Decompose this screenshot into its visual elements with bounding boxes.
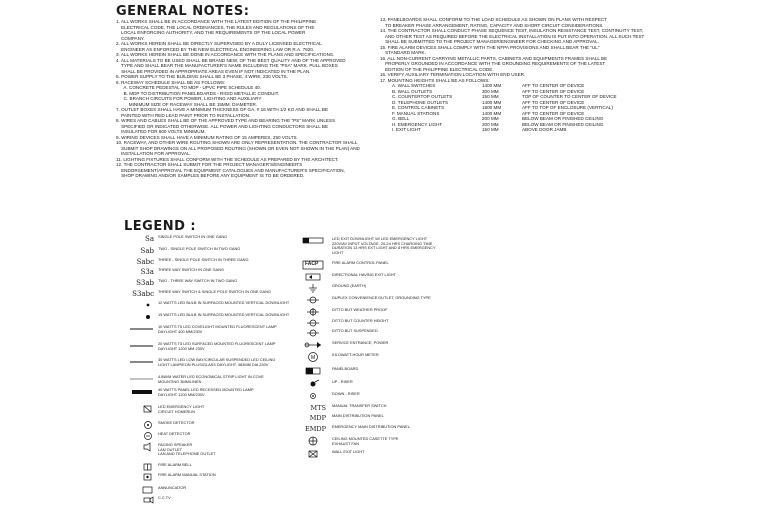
legend-symbol — [298, 366, 326, 376]
ground-icon — [300, 283, 326, 293]
legend-description-line: SERVICE ENTRANCE, POWER — [332, 340, 389, 345]
legend-description — [158, 268, 224, 273]
note-line: TO BREAKER PHASE ARRANGEMENT, RATING, CAPACITY AND SHORT CIRCUIT CONSIDERATIONS. — [380, 22, 604, 28]
legend-symbol — [118, 472, 154, 482]
walllight-icon — [300, 449, 326, 459]
facp-box — [300, 260, 326, 270]
legend-description-line: HEAT DETECTOR — [158, 431, 191, 436]
legend-symbol — [118, 442, 154, 452]
legend-description-line: 40 WATTS PANEL LED RECESSED MOUNTED LAMP — [158, 387, 254, 392]
legend-symbol — [118, 341, 154, 351]
duplex-icon — [300, 328, 326, 338]
mh-item: A. WALL SWITCHES — [392, 83, 436, 88]
legend-description-line: UP - RISER — [332, 379, 353, 384]
note-line: INSTALLATION FOR APPROVAL. — [116, 151, 191, 156]
legend-symbol — [298, 283, 326, 293]
duplex-icon — [300, 295, 326, 305]
legend-symbol — [298, 403, 326, 413]
legend-description — [158, 473, 216, 478]
legend-description-line: MAIN DISTRIBUTION PANEL — [332, 413, 384, 418]
svg-text:M: M — [311, 355, 316, 361]
legend-symbol-label: S3abc — [132, 290, 154, 298]
mh-item: F. MANUAL STATIONS — [392, 110, 440, 116]
note-line: 15. FIRE ALARM DEVICES SHALL COMPLY WITH THE NFPA PROVISIONS AND SHALL BEAR THE "UL" — [380, 44, 600, 50]
legend-symbol — [118, 387, 154, 397]
note-line: 16. VERIFY AUXILIARY TERMINATION LOCATION WITH END USER. — [380, 72, 526, 77]
legend-description-line: THREE WAY SWITCH IN ONE GANG — [158, 267, 225, 272]
note-line: ELECTRICAL CODE, THE LOCAL ORDINANCES, THE RULES AND REGULATIONS OF THE — [116, 24, 315, 30]
legend-symbol — [298, 379, 326, 389]
mh-height: 1400 MM — [482, 110, 502, 116]
mh-item: B. WALL OUTLETS — [392, 88, 433, 94]
legend-description-line: SINGLE POLE SWITCH IN ONE GANG — [158, 234, 228, 239]
legend-symbol-label: Sab — [140, 247, 154, 255]
legend-description — [332, 296, 431, 301]
note-line: 14. THE CONTRACTOR SHALL CONDUCT PHASE SEQUENCE TEST, INSULATION RESISTANCE TEST, CONTINUITY TEST, — [380, 28, 644, 33]
mh-reference: AFF TO CENTER OF DEVICE — [522, 88, 585, 94]
legend-symbol-label: Sabc — [136, 258, 154, 266]
note-line: SHALL BE PROVIDED IN APPROPRIATE AREAS EVEN IF NOT INDICATED IN THE PLAN. — [116, 68, 311, 74]
legend-description — [158, 313, 289, 318]
legend-symbol-label: Sa — [145, 235, 154, 243]
legend-description-line: TWO - THREE WAY SWITCH IN TWO GANG — [158, 278, 238, 283]
legend-description-line: GROUND (EARTH) — [332, 283, 367, 288]
mh-item: I. EXIT LIGHT — [392, 127, 421, 132]
legend-description — [158, 258, 249, 263]
mounting-height-row — [392, 127, 642, 133]
legend-description-line: 10 WATTS T5 LED COVELIGHT MOUNTED FLUORESCENT LAMP — [158, 324, 277, 329]
legend-description — [158, 421, 194, 426]
legend-description-line: DAYLIGHT 400 MM/230V — [158, 328, 203, 334]
mh-reference: AFF TO CENTER OF DEVICE — [522, 110, 585, 116]
legend-description-line: MOUNTING 3MM/LINEN — [158, 378, 202, 384]
note-line: COMPANY. — [116, 35, 145, 41]
service-icon — [300, 340, 326, 350]
legend-description-line: TWO - SINGLE POLE SWITCH IN TWO GANG — [158, 246, 241, 251]
legend-symbol — [118, 404, 154, 414]
legend-description-line: PAGING SPEAKER — [158, 442, 193, 447]
legend-symbol — [118, 374, 154, 384]
legend-description-line: DAYLIGHT 1200 MM 230V — [158, 345, 205, 351]
legend-description — [332, 308, 388, 313]
legend-description-line: LIGHT LAMP/EON PLUS/GLASS DAYLIGHT, 483MM DIA 230V — [158, 361, 269, 367]
mh-reference: AFF TO CENTER OF DEVICE — [522, 99, 585, 105]
legend-description-line: 220V/AV INPUT VOLTAGE, 20-24 HRS CHARGING TIME — [332, 240, 433, 246]
legend-description — [158, 358, 275, 367]
legend-symbol — [118, 234, 154, 244]
note-line: 5. POWER SUPPLY TO THE BUILDING SHALL BE 3 PHASE, 4 WIRE, 230 VOLTS. — [116, 74, 288, 79]
bar-icon — [128, 387, 154, 397]
legend-description — [332, 404, 386, 409]
legend-description — [158, 432, 190, 437]
direction-icon — [300, 272, 326, 282]
duplex-wp-icon — [300, 307, 326, 317]
dot-icon — [128, 312, 154, 322]
legend-description-line: SMOKE DETECTOR — [158, 420, 195, 425]
legend-description — [158, 247, 240, 252]
legend-symbol — [118, 431, 154, 441]
line-icon — [128, 341, 154, 351]
legend-symbol-label: MDP — [309, 414, 326, 422]
note-line: 9. WIRING DEVICES SHALL HAVE A MINIMUM RATING OF 15 AMPERES, 250 VOLTS. — [116, 134, 298, 140]
note-line: ENDORSEMENT/APPROVAL THE EQUIPMENT CATALOGUES AND MANUFACTURER'S SPECIFICATION, — [116, 167, 345, 173]
note-line: 11. LIGHTING FIXTURES SHALL CONFORM WITH THE SCHEDULE AS PREPARED BY THE ARCHITECT. — [116, 156, 339, 162]
note-line: SHOP DRAWING AND/OR SAMPLES BEFORE ANY EQUIPMENT IS TO BE ORDERED. — [116, 173, 305, 178]
legend-description-line: DIRECTIONAL HAVING EXIT LIGHT — [332, 272, 396, 277]
note-line: 7. OUTLET BOXES SHALL HAVE A MINIMUM THICKNESS OF GA. # 16 WITH 1/2 KO AND SHALL BE — [116, 107, 329, 112]
note-line: 1. ALL WORKS SHALL BE IN ACCORDANCE WITH THE LATEST EDITION OF THE PHILIPPINE — [116, 19, 317, 24]
legend-symbol — [118, 267, 154, 277]
note-line: INSULATED FOR 600 VOLTS MINIMUM. — [116, 129, 206, 134]
mh-reference: BELOW BEAM OR FINISHED CEILING — [522, 121, 604, 127]
legend-symbol — [118, 257, 154, 267]
mh-reference: AFF TO CENTER OF DEVICE — [522, 83, 585, 88]
mh-item: C. COUNTERTOP OUTLETS — [392, 94, 453, 99]
legend-description-line: 15 WATTS LED BULB IN SURFACED MOUNTED VERTICAL DOWNLIGHT — [158, 312, 290, 317]
legend-description — [332, 319, 389, 324]
note-line: ENGINEER AS ENFORCED BY THE NEW ELECTRICAL ENGINEERING LAW OR R.A. 7920. — [116, 46, 315, 52]
legend-description-line: MANUAL TRANSFER SWITCH — [332, 403, 387, 408]
note-line: AND OTHER TEST AS REQUIRED BEFORE THE ELECTRICAL INSTALLATION IS PUT INTO OPERATION. ALL SUCH TEST — [380, 33, 645, 39]
legend-description-line: FIRE ALARM BELL — [158, 462, 192, 467]
note-line: B. MDP TO DISTRIBUTION PANELBOARDS - RIGID METALLIC CONDUIT. — [116, 90, 280, 96]
legend-description — [158, 279, 237, 284]
note-line: 3. ALL WORKS HEREIN SHALL BE DONE IN ACCORDANCE WITH THE PLANS AND SPECIFICATIONS. — [116, 52, 335, 57]
manual-icon — [128, 472, 154, 482]
legend-description — [332, 414, 384, 419]
legend-description-line: LED EXIT DOWNLIGHT W/ LED EMERGENCY LIGHT — [332, 236, 428, 241]
legend-description-line: C.C.TV — [158, 495, 171, 500]
legend-description — [332, 437, 399, 446]
note-line: A. CONCRETE PEDESTAL TO MDP - UPVC PIPE SCHEDULE 40. — [116, 85, 261, 90]
legend-symbol-label: MTS — [310, 404, 326, 412]
up-icon — [300, 379, 326, 389]
legend-symbol — [298, 328, 326, 338]
note-line: EDITION OF THE PHILIPPINE ELECTRICAL CODE. — [380, 66, 494, 72]
legend-description-line: EMERGENCY MAIN DISTRIBUTION PANEL — [332, 424, 410, 429]
legend-title: LEGEND : — [124, 219, 197, 234]
note-line: TYPE AND SHALL BEAR THE MANUFACTURER'S NAME INCLUDING THE "PSA" MARK. PULL BOXES — [116, 63, 338, 68]
mh-reference: TOP OF COUNTER TO CENTER OF DEVICE — [522, 94, 617, 99]
note-line: 12. THE CONTRACTOR SHALL SUBMIT FOR THE PROJECT MANAGER'S/ENGINEER'S — [116, 162, 303, 167]
meter-icon — [300, 352, 326, 362]
note-line: 6. RACEWAY SCHEDULE SHALL BE AS FOLLOWS: — [116, 79, 226, 85]
mh-item: E. CONTROL CABINETS — [392, 105, 445, 110]
legend-symbol — [298, 424, 326, 434]
legend-description-line: DITTO BUT COUNTER HEIGHT — [332, 318, 389, 323]
mh-height: 150 MM — [482, 127, 499, 132]
exit-icon — [300, 236, 326, 246]
legend-symbol — [118, 357, 154, 367]
legend-description — [332, 425, 410, 430]
mh-height: 200 MM — [482, 121, 499, 127]
note-line: MINIMUM SIZE OF RACEWAY SHALL BE 15MM. DIAMETER. — [116, 101, 258, 107]
legend-symbol-label: FACP — [305, 261, 319, 267]
note-line: LOCAL ENFORCING AUTHORITY, AND THE REQUIREMENTS OF THE LOCAL POWER — [116, 30, 306, 35]
legend-description — [158, 486, 186, 491]
legend-symbol-label: S3ab — [136, 279, 154, 287]
emerg-icon — [128, 404, 154, 414]
legend-symbol — [298, 352, 326, 362]
note-line: 13. PANELBOARDS SHALL CONFORM TO THE LOAD SCHEDULE AS SHOWN ON PLANS WITH RESPECT — [380, 17, 607, 22]
note-line: STANDARD MARK. — [380, 50, 426, 55]
legend-description-line: THREE - SINGLE POLE SWITCH IN THREE GANG — [158, 257, 249, 262]
note-line: C. BRANCH CIRCUITS FOR POWER, LIGHTING AND AUXILIARY — [116, 96, 262, 101]
legend-description — [158, 463, 192, 468]
mh-reference: ABOVE DOOR JAMB — [522, 127, 567, 132]
mh-height: 1400 MM — [482, 83, 502, 88]
legend-symbol-label: S3a — [140, 268, 154, 276]
down-icon — [300, 391, 326, 401]
line-thin-icon — [128, 374, 154, 384]
legend-description — [332, 237, 436, 255]
legend-description-line: PANELBOARD — [332, 366, 359, 371]
note-line: 16. ALL NON-CURRENT CARRYING METALLIC PARTS, CABINETS AND EQUIPMENTS FRAMES SHALL BE — [380, 55, 608, 61]
legend-symbol — [118, 420, 154, 430]
legend-symbol — [118, 278, 154, 288]
line-icon — [128, 324, 154, 334]
legend-description — [158, 496, 171, 501]
legend-symbol — [298, 236, 326, 246]
note-line: 2. ALL WORKS HEREIN SHALL BE DIRECTLY SUPERVISED BY A DULY LICENSED ELECTRICAL — [116, 41, 322, 46]
legend-symbol — [118, 246, 154, 256]
legend-description — [158, 443, 216, 457]
legend-symbol — [118, 289, 154, 299]
legend-description — [332, 284, 366, 289]
mh-height: 200 MM — [482, 116, 499, 121]
legend-symbol — [118, 312, 154, 322]
heat-icon — [128, 431, 154, 441]
legend-description-line: THREE WAY SWITCH & SINGLE POLE SWITCH IN ONE GANG — [158, 289, 271, 294]
legend-symbol — [298, 436, 326, 446]
legend-description-line: CEILING MOUNTED CASETTE TYPE — [332, 436, 399, 441]
legend-description-line: KILOWATT-HOUR METER — [332, 352, 379, 357]
mh-item: D. TELEPHONE OUTLETS — [392, 99, 449, 105]
note-line: 10. RACEWAY, AND OTHER WIRE ROUTING SHOWN ARE ONLY REPRESENTATION. THE CONTRACTOR SHALL — [116, 140, 358, 145]
legend-description-line: LIGHT — [332, 249, 344, 255]
legend-description-line: 20 WATTS T5 LED SURFACED MOUNTED FLUORESCENT LAMP — [158, 341, 276, 346]
note-line: PAINTED WITH RED LEAD PAINT PRIOR TO INSTALLATION. — [116, 112, 251, 118]
legend-description — [158, 405, 204, 414]
mh-height: 300 MM — [482, 88, 499, 94]
legend-symbol — [298, 272, 326, 282]
general-notes-title: GENERAL NOTES: — [116, 4, 250, 19]
legend-description-line: DUPLEX CONVENIENCE OUTLET, GROUNDING TYPE — [332, 295, 431, 300]
line-icon — [128, 357, 154, 367]
mh-height: 150 MM — [482, 94, 499, 99]
note-line: 17. MOUNTING HEIGHTS SHALL BE AS FOLLOWS: — [380, 77, 490, 83]
legend-description-line: FIRE ALARM CONTROL PANEL — [332, 260, 389, 265]
note-line: SPECIFIED OR INDICATED OTHERWISE. ALL POWER AND LIGHTING CONDUCTORS SHALL BE — [116, 123, 329, 129]
panel-icon — [300, 366, 326, 376]
legend-symbol — [298, 318, 326, 328]
duplex-icon — [300, 318, 326, 328]
legend-description — [332, 367, 358, 372]
dot-small-icon — [128, 300, 154, 310]
mh-item: H. EMERGENCY LIGHT — [392, 121, 443, 127]
legend-description — [158, 235, 227, 240]
legend-right-column — [298, 236, 498, 466]
legend-description — [332, 450, 365, 455]
legend-symbol — [298, 449, 326, 459]
speaker-icon — [128, 442, 154, 452]
legend-symbol — [298, 295, 326, 305]
mh-height: 1400 MM — [482, 99, 502, 105]
legend-description-line: DAYLIGHT 1200 MM/230V — [158, 391, 205, 397]
legend-description-line: DOWN - RISER — [332, 391, 360, 396]
legend-description — [158, 301, 289, 306]
legend-symbol — [298, 260, 326, 270]
legend-description-line: DITTO BUT WEATHER PROOF — [332, 307, 388, 312]
legend-symbol — [298, 391, 326, 401]
legend-description — [158, 375, 264, 384]
note-line: 4. ALL MATERIALS TO BE USED SHALL BE BRAND NEW, OF THE BEST QUALITY AND OF THE APPROVED — [116, 57, 346, 63]
smoke-icon — [128, 420, 154, 430]
legend-description — [332, 380, 353, 385]
legend-symbol — [118, 462, 154, 472]
note-line: 8. WIRES AND CABLES SHALL BE OF THE APPROVED TYPE AND BEARING THE "PS" MARK UNLESS — [116, 118, 336, 123]
legend-symbol — [118, 324, 154, 334]
legend-description — [332, 261, 389, 266]
legend-description-line: EXHAUST FAN — [332, 440, 359, 446]
legend-description — [158, 290, 271, 295]
mounting-heights-table — [392, 83, 642, 133]
legend-symbol — [298, 413, 326, 423]
notes-left-column — [116, 19, 360, 179]
legend-description-line: LED EMERGENCY LIGHT — [158, 404, 205, 409]
legend-description-line: 30 WATTS LED LOW BAY/CIRCULAR SUSPENDED LED CEILING — [158, 357, 276, 362]
legend-symbol — [118, 495, 154, 505]
legend-description — [158, 388, 254, 397]
legend-description — [158, 342, 275, 351]
legend-description-line: CIRCUIT HOMERUN — [158, 408, 195, 414]
legend-symbol — [298, 307, 326, 317]
annun-icon — [128, 485, 154, 495]
legend-description-line: FIRE ALARM MANUAL STATION — [158, 472, 216, 477]
note-line: PROPERLY GROUNDED IN ACCORDANCE WITH THE GROUNDING REQUIREMENTS OF THE LATEST — [380, 61, 606, 66]
legend-description-line: LAN OUTLET — [158, 446, 182, 452]
mh-reference: AFF TO TOP OF ENCLOSURE (VERTICAL) — [522, 105, 613, 110]
mh-height: 1800 MM — [482, 105, 502, 110]
legend-description-line: DURATION 13 HRS EXT LIGHT AND 8 HRS EMERGENCY — [332, 245, 436, 251]
legend-description-line: WALL EXIT LIGHT — [332, 449, 365, 454]
mh-reference: BELOW BEAM OR FINISHED CEILING — [522, 116, 604, 121]
legend-description — [158, 325, 277, 334]
legend-description-line: 12 WATTS LED BULB IN SURFACED MOUNTED VERTICAL DOWNLIGHT — [158, 300, 290, 305]
legend-symbol — [298, 340, 326, 350]
legend-description-line: LAN AND TELEPHONE OUTLET — [158, 451, 216, 457]
notes-right-column — [380, 17, 644, 83]
legend-symbol-label: EMDP — [305, 425, 326, 433]
legend-description-line: DITTO BUT SUSPENDED — [332, 328, 378, 333]
cctv-icon — [128, 495, 154, 505]
mh-item: G. BELL — [392, 116, 410, 121]
legend-description — [332, 341, 388, 346]
note-line: SUBMIT SHOP DRAWINGS ON ALL PROPOSED ROUTING (SHOWN OR EVEN NOT SHOWN IN THE PLAN) AND — [116, 145, 360, 151]
legend-description-line: 4.8W/M WATER LED ECONOMICAL STRIP LIGHT IN COVE — [158, 374, 264, 379]
legend-description — [332, 353, 379, 358]
legend-description — [332, 392, 360, 397]
note-line: SHALL BE SUBMITTED TO THE PROJECT MANAGER/ENGINEER FOR CHECKING AND APPROVAL. — [380, 39, 599, 44]
fan-icon — [300, 436, 326, 446]
legend-description — [332, 273, 396, 278]
legend-description — [332, 329, 378, 334]
legend-symbol — [118, 485, 154, 495]
bell-icon — [128, 462, 154, 472]
legend-description-line: ANNUNCIATOR — [158, 485, 187, 490]
legend-symbol — [118, 300, 154, 310]
